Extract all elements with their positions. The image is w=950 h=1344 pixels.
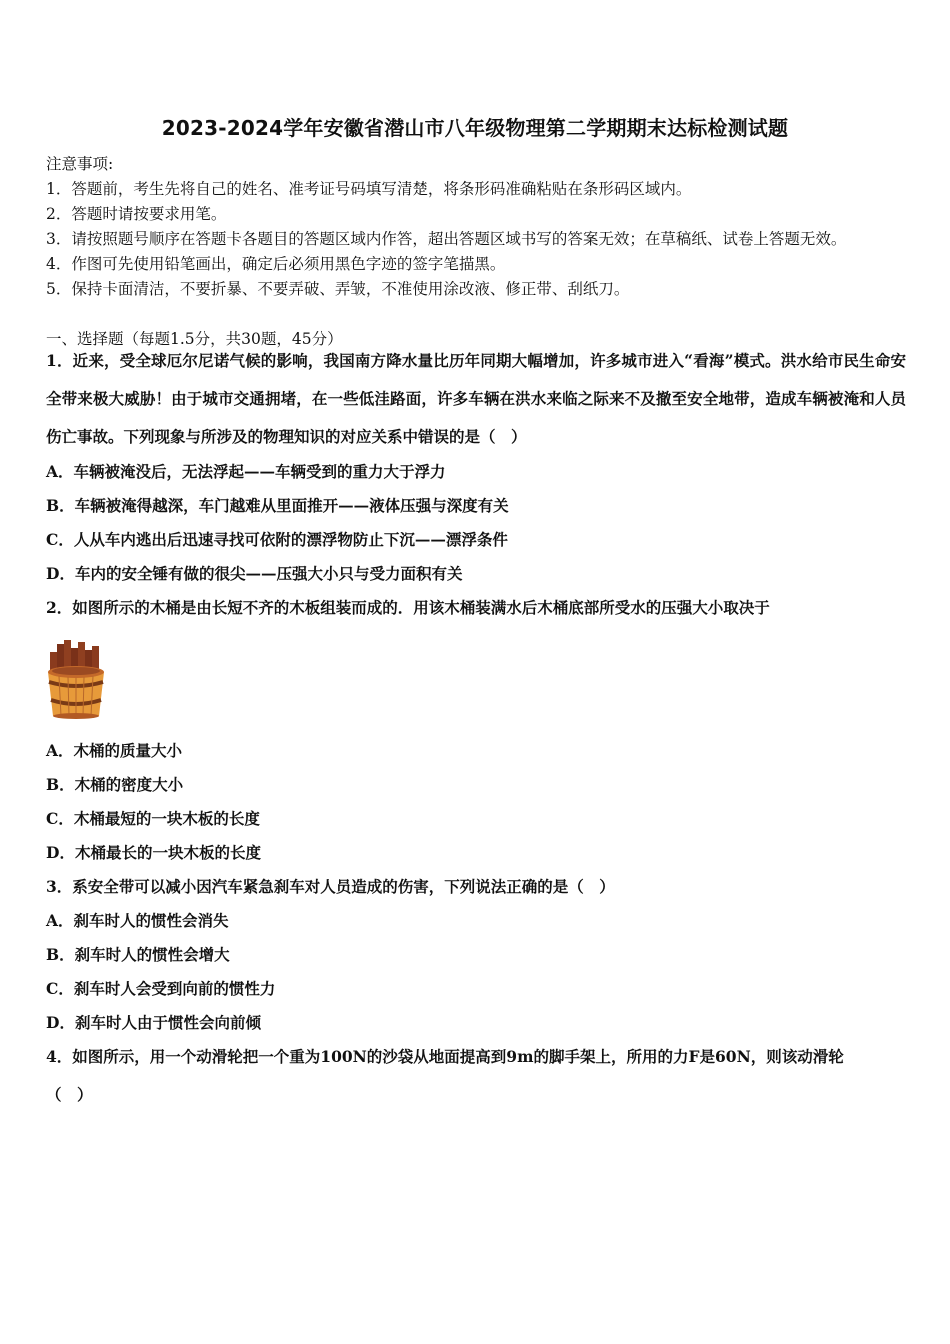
- page-title: 2023-2024学年安徽省潜山市八年级物理第二学期期末达标检测试题: [161, 116, 789, 140]
- question-2-option-a: A．木桶的质量大小: [46, 741, 183, 760]
- question-2-option-b: B．木桶的密度大小: [46, 775, 184, 794]
- question-1-option-b: B．车辆被淹得越深，车门越难从里面推开——液体压强与深度有关: [46, 496, 509, 515]
- question-3-option-d: D．刹车时人由于惯性会向前倾: [46, 1013, 261, 1032]
- question-2-option-d: D．木桶最长的一块木板的长度: [46, 843, 261, 862]
- question-3-stem: 3．系安全带可以减小因汽车紧急刹车对人员造成的伤害，下列说法正确的是（ ）: [46, 877, 615, 896]
- notice-item: 5．保持卡面清洁，不要折暴、不要弄破、弄皱，不准使用涂改液、修正带、刮纸刀。: [46, 280, 630, 298]
- question-2-option-c: C．木桶最短的一块木板的长度: [46, 809, 260, 828]
- notice-item: 3．请按照题号顺序在答题卡各题目的答题区域内作答，超出答题区域书写的答案无效；在草稿纸、试卷上答题无效。: [46, 230, 847, 248]
- question-4-stem-continued: （ ）: [46, 1085, 93, 1104]
- notice-item: 1．答题前，考生先将自己的姓名、准考证号码填写清楚，将条形码准确粘贴在条形码区域内。: [46, 180, 692, 198]
- bucket-inside: [52, 667, 100, 675]
- notice-item: 2．答题时请按要求用笔。: [46, 205, 227, 223]
- question-3-option-b: B．刹车时人的惯性会增大: [46, 945, 230, 964]
- notice-item: 4．作图可先使用铅笔画出，确定后必须用黑色字迹的签字笔描黑。: [46, 255, 506, 273]
- question-4-stem: 4．如图所示，用一个动滑轮把一个重为100N的沙袋从地面提高到9m的脚手架上，所用的力F是60N，则该动滑轮: [46, 1047, 844, 1066]
- question-1-option-a: A．车辆被淹没后，无法浮起——车辆受到的重力大于浮力: [46, 462, 446, 481]
- question-2-stem: 2．如图所示的木桶是由长短不齐的木板组装而成的．用该木桶装满水后木桶底部所受水的压强大小取决于: [46, 598, 770, 617]
- question-3-option-c: C．刹车时人会受到向前的惯性力: [46, 979, 276, 998]
- section-heading: 一、选择题（每题1.5分，共30题，45分）: [46, 330, 343, 348]
- wooden-bucket-icon: [42, 638, 110, 720]
- notice-heading: 注意事项:: [46, 155, 114, 173]
- bucket-bottom: [53, 713, 99, 719]
- question-3-option-a: A．刹车时人的惯性会消失: [46, 911, 229, 930]
- question-1-option-c: C．人从车内逃出后迅速寻找可依附的漂浮物防止下沉——漂浮条件: [46, 530, 508, 549]
- question-1-option-d: D．车内的安全锤有做的很尖——压强大小只与受力面积有关: [46, 564, 463, 583]
- question-1-stem: 1．近来，受全球厄尔尼诺气候的影响，我国南方降水量比历年同期大幅增加，许多城市进入“看海”模式。洪水给市民生命安全带来极大威胁！由于城市交通拥堵，在一些低洼路面，许多车辆在洪水来临之际来不及撤至安全地带，造成车辆被淹和人员伤亡事故。下列现象与所涉及的物理知识的对应关系中错误的是（ ）: [46, 351, 906, 446]
